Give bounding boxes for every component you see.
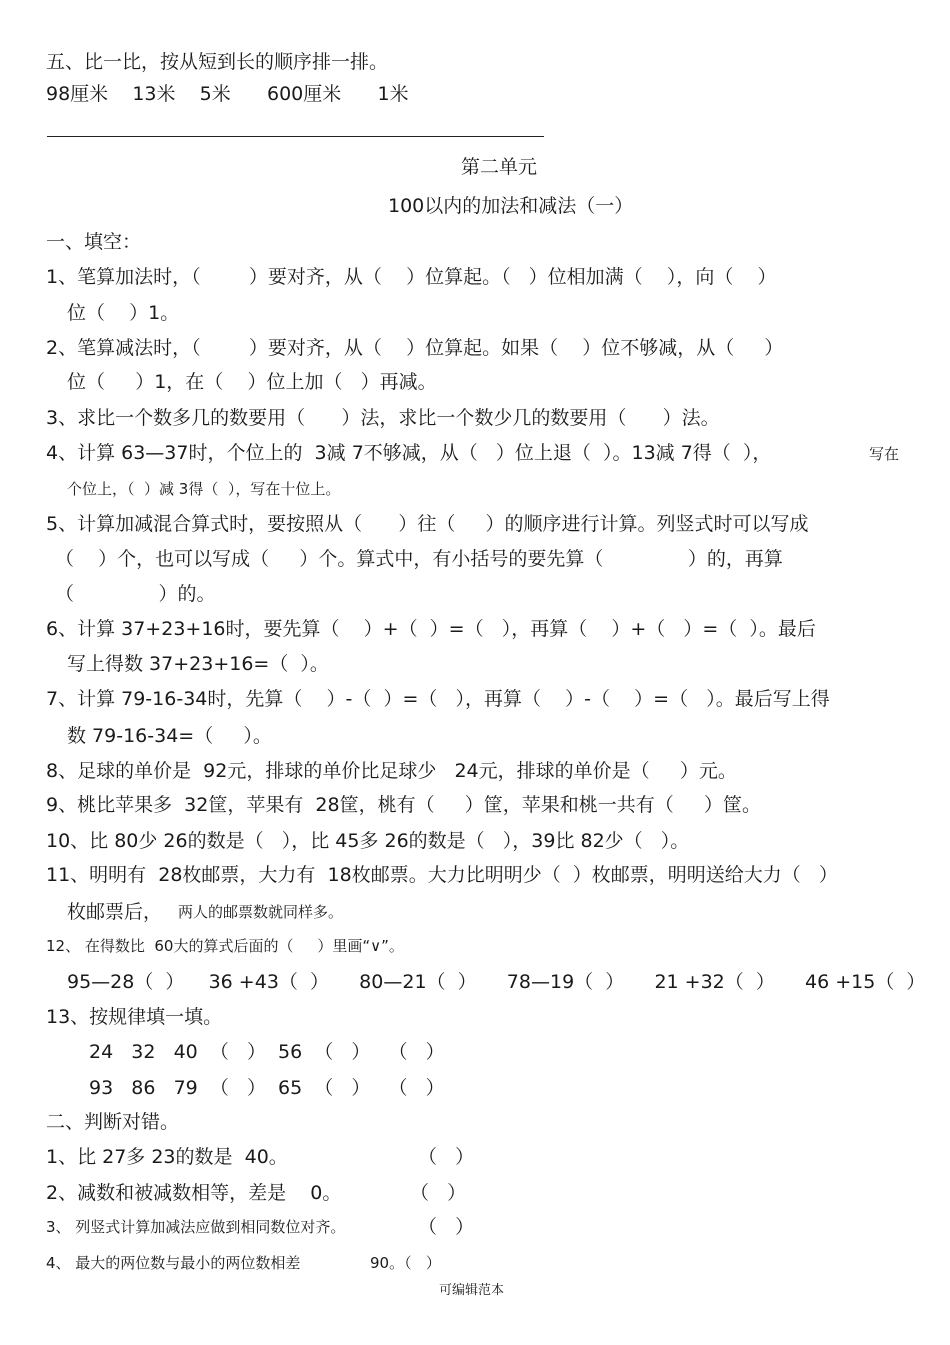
unit-heading: 第二单元 <box>461 156 538 178</box>
section5-title: 五、比一比，按从短到长的顺序排一排。 <box>46 51 389 73</box>
question-1-line1: 1、笔算加法时，（ ）要对齐，从（ ）位算起。（ ）位相加满（ ），向（ ） <box>46 266 777 288</box>
question-4-line1: 4、计算 63—37时，个位上的 3减 7不够减，从（ ）位上退（ ）。13减 7得（ ）， <box>46 442 772 464</box>
question-6-line1: 6、计算 37+23+16时，要先算（ ）+（ ）=（ ），再算（ ）+（ ）=（ ）。最后 <box>46 618 816 640</box>
question-7-line2: 数 79-16-34=（ ）。 <box>67 725 272 747</box>
question-12: 12、 在得数比 60大的算式后面的（ ）里画“∨”。 <box>46 937 404 955</box>
judge-2-paren: （ ） <box>410 1182 467 1204</box>
fill-title: 一、填空： <box>46 231 142 253</box>
judge-4: 4、 最大的两位数与最小的两位数相差 <box>46 1254 301 1272</box>
question-13: 13、按规律填一填。 <box>46 1006 223 1028</box>
question-13-row2: 93 86 79 （ ） 65 （ ） （ ） <box>89 1077 445 1099</box>
judge-title: 二、判断对错。 <box>46 1111 180 1133</box>
question-12-items: 95—28（ ） 36 +43（ ） 80—21（ ） 78—19（ ） 21 +32（ ） 46 +15（ ） <box>67 971 926 993</box>
question-13-row1: 24 32 40 （ ） 56 （ ） （ ） <box>89 1041 445 1063</box>
question-5-line1: 5、计算加减混合算式时，要按照从（ ）往（ ）的顺序进行计算。列竖式时可以写成 <box>46 513 809 535</box>
question-9: 9、桃比苹果多 32筐，苹果有 28筐，桃有（ ）筐，苹果和桃一共有（ ）筐。 <box>46 794 761 816</box>
question-11-line1: 11、明明有 28枚邮票，大力有 18枚邮票。大力比明明少（ ）枚邮票，明明送给大力（ ） <box>46 864 838 886</box>
question-10: 10、比 80少 26的数是（ ），比 45多 26的数是（ ），39比 82少（ ）。 <box>46 830 690 852</box>
question-7-line1: 7、计算 79-16-34时，先算（ ）-（ ）=（ ），再算（ ）-（ ）=（ ）。最后写上得 <box>46 688 830 710</box>
judge-1-paren: （ ） <box>418 1146 475 1168</box>
question-11-line2-tail: 两人的邮票数就同样多。 <box>178 903 344 921</box>
question-4-line1-tail: 写在 <box>869 445 900 463</box>
answer-line <box>47 136 544 137</box>
section5-items: 98厘米 13米 5米 600厘米 1米 <box>46 83 409 105</box>
question-8: 8、足球的单价是 92元，排球的单价比足球少 24元，排球的单价是（ ）元。 <box>46 760 737 782</box>
judge-2: 2、减数和被减数相等，差是 0。 <box>46 1182 342 1204</box>
question-6-line2: 写上得数 37+23+16=（ ）。 <box>67 653 329 675</box>
question-3: 3、求比一个数多几的数要用（ ）法，求比一个数少几的数要用（ ）法。 <box>46 407 720 429</box>
question-5-line3: （ ）的。 <box>55 583 216 605</box>
question-11-line2: 枚邮票后， <box>67 901 163 923</box>
unit-subheading: 100以内的加法和减法（一） <box>388 195 634 217</box>
footer-note: 可编辑范本 <box>439 1283 505 1298</box>
judge-4-num: 90。（ ） <box>370 1254 441 1272</box>
judge-1: 1、比 27多 23的数是 40。 <box>46 1146 288 1168</box>
question-1-line2: 位（ ）1。 <box>67 302 180 324</box>
question-5-line2: （ ）个，也可以写成（ ）个。算式中，有小括号的要先算（ ）的，再算 <box>55 548 783 570</box>
question-2-line2: 位（ ）1，在（ ）位上加（ ）再减。 <box>67 371 437 393</box>
judge-3: 3、 列竖式计算加减法应做到相同数位对齐。 <box>46 1218 346 1236</box>
question-2-line1: 2、笔算减法时，（ ）要对齐，从（ ）位算起。如果（ ）位不够减，从（ ） <box>46 337 784 359</box>
judge-3-paren: （ ） <box>418 1216 475 1238</box>
question-4-line2: 个位上，（ ）减 3得（ ），写在十位上。 <box>67 480 341 498</box>
